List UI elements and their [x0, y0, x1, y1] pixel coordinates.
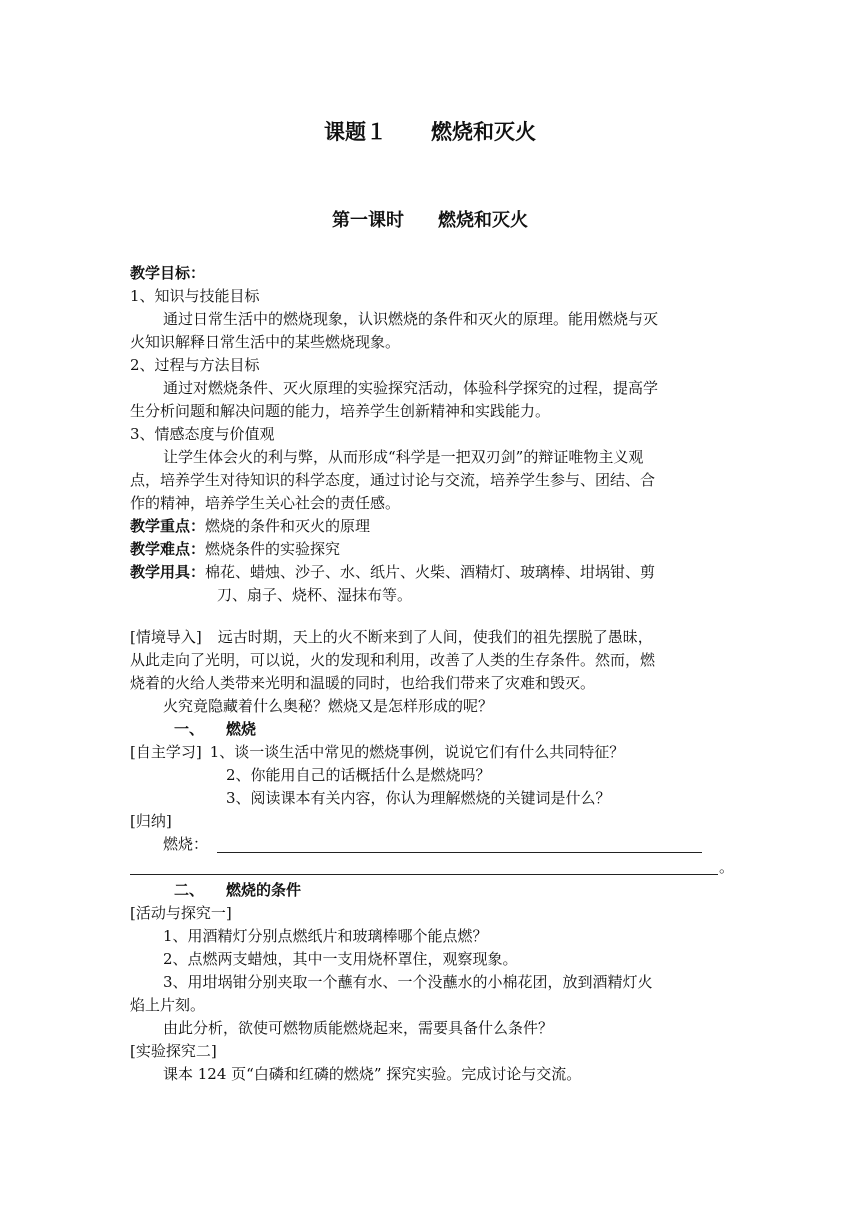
- intro-text-3: 烧着的火给人类带来光明和温暖的同时，也给我们带来了灾难和毁灭。: [130, 674, 596, 692]
- difficulty-line: [130, 538, 340, 560]
- tools-line: [130, 561, 655, 583]
- self-study-q1: 1、谈一谈生活中常见的燃烧事例，说说它们有什么共同特征？: [209, 743, 625, 761]
- section-1-number: 一、: [174, 720, 205, 738]
- section-2-heading: [174, 879, 301, 901]
- activity-1-step-3a: 3、用坩埚钳分别夹取一个蘸有水、一个没蘸水的小棉花团，放到酒精灯火: [163, 973, 653, 991]
- period-title: [0, 206, 860, 232]
- goal-1-text-1: 通过日常生活中的燃烧现象，认识燃烧的条件和灭火的原理。能用燃烧与灭: [163, 310, 659, 328]
- lesson-name: 燃烧和灭火: [431, 119, 536, 144]
- focus-line: [130, 515, 370, 537]
- section-1-title: 燃烧: [226, 720, 257, 738]
- lesson-number: 课题１: [324, 119, 387, 144]
- activity-2-label: [实验探究二]: [130, 1042, 217, 1060]
- intro-text-2: 从此走向了光明，可以说，火的发现和利用，改善了人类的生存条件。然而，燃: [130, 651, 656, 669]
- section-2-number: 二、: [174, 881, 205, 899]
- section-2-title: 燃烧的条件: [226, 881, 302, 899]
- activity-1-label: [活动与探究一]: [130, 904, 232, 922]
- activity-1-step-3b: 焰上片刻。: [130, 996, 206, 1014]
- section-1-heading: [174, 718, 256, 740]
- goal-1-heading: 1、知识与技能目标: [130, 287, 260, 305]
- intro-label: [情境导入]: [130, 628, 202, 646]
- summary-end: 。: [719, 858, 735, 876]
- intro-line-1: [130, 626, 653, 648]
- self-study-line-1: [130, 741, 624, 763]
- goals-heading: 教学目标：: [130, 264, 206, 282]
- period-name: 燃烧和灭火: [438, 210, 528, 231]
- goal-1-text-2: 火知识解释日常生活中的某些燃烧现象。: [130, 333, 401, 351]
- tools-text-2: 刀、扇子、烧杯、湿抹布等。: [217, 586, 413, 604]
- goal-3-text-3: 作的精神，培养学生关心社会的责任感。: [130, 494, 401, 512]
- activity-1-step-2: 2、点燃两支蜡烛，其中一支用烧杯罩住，观察现象。: [163, 950, 518, 968]
- answer-blank-1[interactable]: [217, 852, 702, 853]
- intro-text-4: 火究竟隐藏着什么奥秘？燃烧又是怎样形成的呢？: [163, 697, 494, 715]
- self-study-q3: 3、阅读课本有关内容，你认为理解燃烧的关键词是什么？: [226, 789, 611, 807]
- activity-1-question: 由此分析，欲使可燃物质能燃烧起来，需要具备什么条件？: [163, 1019, 554, 1037]
- answer-blank-2[interactable]: [130, 874, 718, 875]
- goal-3-text-1: 让学生体会火的利与弊，从而形成“科学是一把双刃剑”的辩证唯物主义观: [163, 448, 644, 466]
- tools-text-1: 棉花、蜡烛、沙子、水、纸片、火柴、酒精灯、玻璃棒、坩埚钳、剪: [205, 563, 656, 581]
- summary-prompt: 燃烧：: [163, 835, 209, 853]
- difficulty-label: 教学难点：: [130, 540, 206, 558]
- goal-2-text-1: 通过对燃烧条件、灭火原理的实验探究活动，体验科学探究的过程，提高学: [163, 379, 659, 397]
- self-study-q2: 2、你能用自己的话概括什么是燃烧吗？: [226, 766, 491, 784]
- self-study-label: [自主学习]: [130, 743, 202, 761]
- focus-label: 教学重点：: [130, 517, 206, 535]
- lesson-title: [0, 116, 860, 146]
- goal-2-heading: 2、过程与方法目标: [130, 356, 260, 374]
- activity-1-step-1: 1、用酒精灯分别点燃纸片和玻璃棒哪个能点燃？: [163, 927, 488, 945]
- summary-label: [归纳]: [130, 812, 172, 830]
- activity-2-text: 课本 124 页“白磷和红磷的燃烧” 探究实验。完成讨论与交流。: [163, 1065, 582, 1083]
- goal-3-text-2: 点，培养学生对待知识的科学态度，通过讨论与交流，培养学生参与、团结、合: [130, 471, 656, 489]
- difficulty-text: 燃烧条件的实验探究: [205, 540, 341, 558]
- goal-2-text-2: 生分析问题和解决问题的能力，培养学生创新精神和实践能力。: [130, 402, 551, 420]
- goal-3-heading: 3、情感态度与价值观: [130, 425, 275, 443]
- period-number: 第一课时: [332, 210, 404, 231]
- intro-text-1: 远古时期，天上的火不断来到了人间，使我们的祖先摆脱了愚昧，: [217, 628, 653, 646]
- focus-text: 燃烧的条件和灭火的原理: [205, 517, 371, 535]
- tools-label: 教学用具：: [130, 563, 206, 581]
